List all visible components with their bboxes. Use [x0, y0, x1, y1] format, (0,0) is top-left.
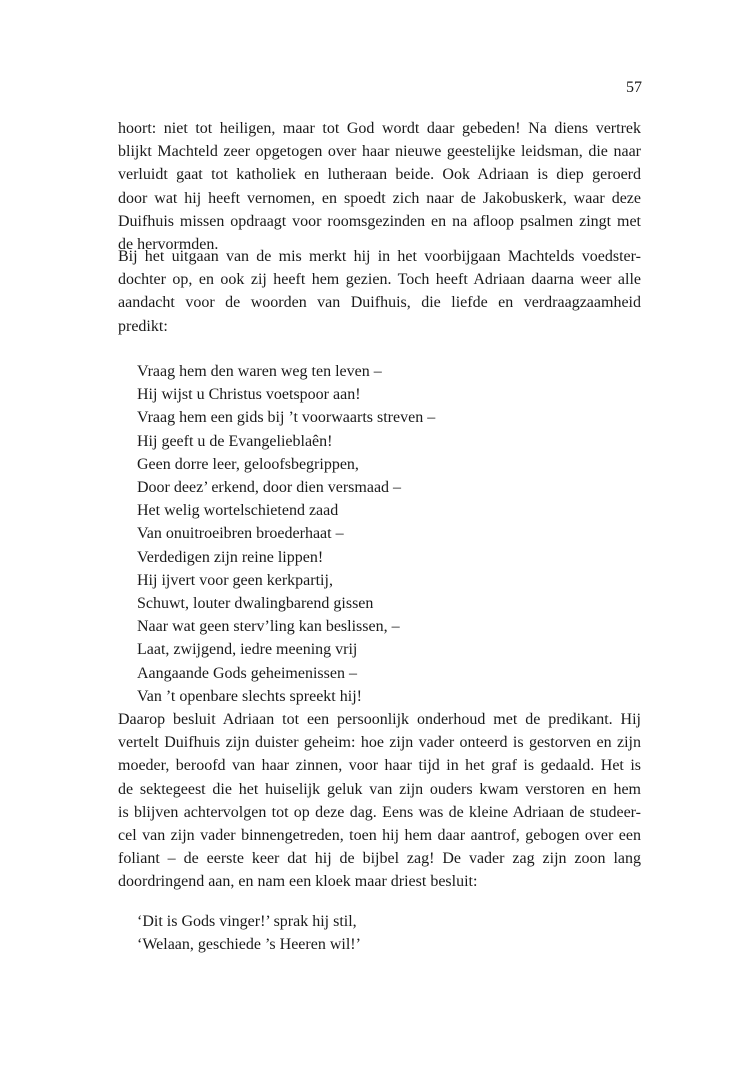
verse-line: Van ’t openbare slechts spreekt hij!	[137, 687, 362, 705]
verse-line: Naar wat geen sterv’ling kan beslissen, –	[137, 618, 400, 636]
paragraph-1	[118, 117, 641, 256]
text-line: moeder, beroofd van haar zinnen, voor haar tijd in het graf is gedaald. Het is	[118, 757, 641, 775]
verse-line: Verdedigen zijn reine lippen!	[137, 548, 324, 566]
verse-line: Hij geeft u de Evangelieblaên!	[137, 432, 333, 450]
text-line: verluidt gaat tot katholiek en lutheraan beide. Ook Adriaan is diep geroerd	[118, 166, 641, 184]
verse-line: Vraag hem den waren weg ten leven –	[137, 363, 382, 380]
paragraph-2	[118, 245, 641, 338]
verse-line: Hij ijvert voor geen kerkpartij,	[137, 571, 333, 589]
verse-line: Schuwt, louter dwalingbarend gissen	[137, 595, 374, 613]
text-line: de sektegeest die het huiselijk geluk van zijn ouders kwam verstoren en hem	[118, 780, 641, 798]
verse-line: Door deez’ erkend, door dien versmaad –	[137, 479, 402, 497]
verse-line: Hij wijst u Christus voetspoor aan!	[137, 386, 361, 404]
text-line: blijkt Machteld zeer opgetogen over haar nieuwe geestelijke leidsman, die naar	[118, 143, 641, 161]
text-line: vertelt Duifhuis zijn duister geheim: hoe zijn vader onteerd is gestorven en zijn	[118, 734, 641, 752]
text-line: Duifhuis missen opdraagt voor roomsgezinden en na afloop psalmen zingt met	[118, 212, 641, 230]
text-line: foliant – de eerste keer dat hij de bijbel zag! De vader zag zijn zoon lang	[118, 850, 641, 868]
verse-quote-1	[137, 360, 587, 708]
paragraph-3	[118, 708, 641, 894]
text-line: Bij het uitgaan van de mis merkt hij in het voorbijgaan Machtelds voedster-	[118, 248, 641, 265]
text-line: hoort: niet tot heiligen, maar tot God wordt daar gebeden! Na diens vertrek	[118, 120, 641, 137]
text-line: aandacht voor de woorden van Duifhuis, die liefde en verdraagzaamheid	[118, 294, 641, 312]
text-line: de hervormden.	[118, 236, 219, 254]
text-line: door wat hij heeft vernomen, en spoedt zich naar de Jakobuskerk, waar deze	[118, 189, 641, 207]
text-line: doordringend aan, en nam een kloek maar driest besluit:	[118, 873, 478, 891]
verse-line: ‘Dit is Gods vinger!’ sprak hij stil,	[137, 913, 357, 930]
verse-quote-2	[137, 910, 587, 956]
text-line: dochter op, en ook zij heeft hem gezien. Toch heeft Adriaan daarna weer alle	[118, 271, 641, 289]
verse-line: Van onuitroeibren broederhaat –	[137, 525, 344, 543]
verse-line: Het welig wortelschietend zaad	[137, 502, 339, 520]
text-line: predikt:	[118, 317, 168, 335]
verse-line: Geen dorre leer, geloofsbegrippen,	[137, 455, 359, 473]
text-line: is blijven achtervolgen tot op deze dag. Eens was de kleine Adriaan de studeer-	[118, 803, 641, 821]
verse-line: Aangaande Gods geheimenissen –	[137, 664, 357, 682]
verse-line: ‘Welaan, geschiede ’s Heeren wil!’	[137, 936, 361, 954]
text-line: Daarop besluit Adriaan tot een persoonlijk onderhoud met de predikant. Hij	[118, 711, 641, 728]
verse-line: Vraag hem een gids bij ’t voorwaarts streven –	[137, 409, 436, 427]
text-line: cel van zijn vader binnengetreden, toen hij hem daar aantrof, gebogen over een	[118, 827, 641, 845]
page-number: 57	[626, 79, 642, 96]
verse-line: Laat, zwijgend, iedre meening vrij	[137, 641, 358, 659]
